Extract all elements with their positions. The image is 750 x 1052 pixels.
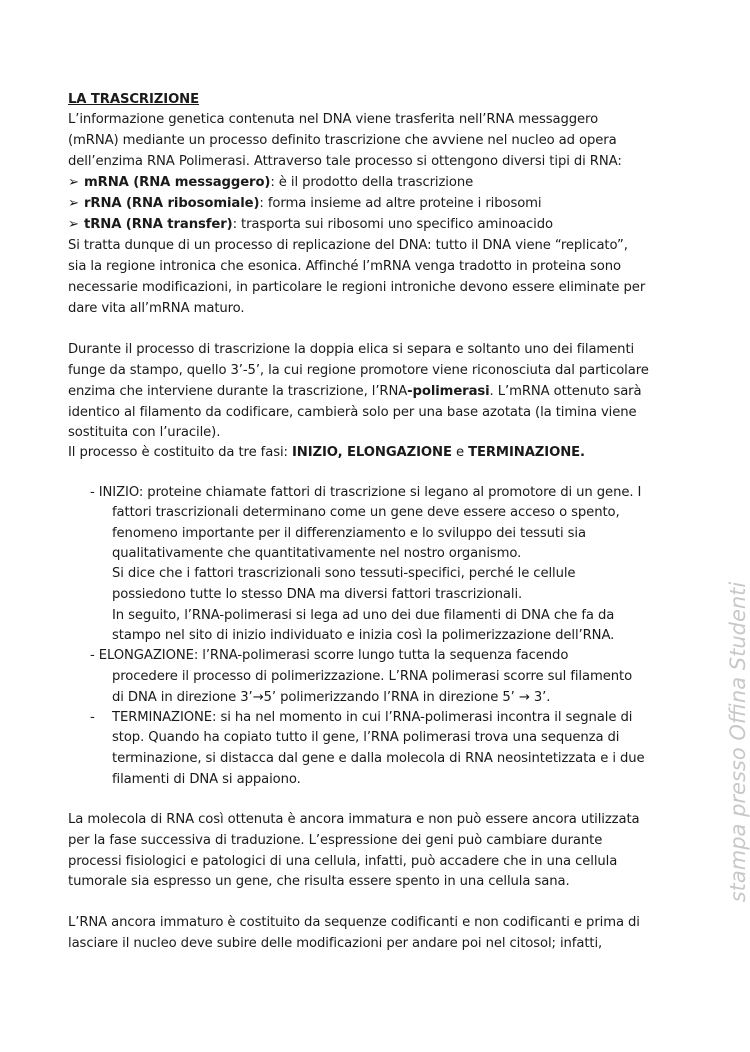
rna-type-item: [68, 173, 473, 193]
text-span: enzima che interviene durante la trascrizione, l’RNA: [68, 384, 408, 399]
paragraph-line: sia la regione intronica che esonica. Affinché l’mRNA venga tradotto in proteina sono: [68, 259, 621, 274]
paragraph-line: processi fisiologici e patologici di una cellula, infatti, può accadere che in una cellula: [68, 854, 618, 869]
arrow-bullet-icon: ➢: [68, 175, 79, 190]
paragraph-line: tumorale sia espresso un gene, che risulta essere spento in una cellula sana.: [68, 874, 570, 889]
phase-inizio-line: - INIZIO: proteine chiamate fattori di trascrizione si legano al promotore di un gene. I: [90, 485, 642, 500]
rna-type-item: [68, 215, 553, 235]
paragraph-line: [68, 443, 585, 463]
rna-type-name: mRNA (RNA messaggero): [84, 175, 271, 190]
phase-terminazione-dash: -: [90, 710, 95, 725]
arrow-bullet-icon: ➢: [68, 217, 79, 232]
paragraph-line: [68, 382, 641, 402]
paragraph-line: lasciare il nucleo deve subire delle modificazioni per andare poi nel citosol; infatti,: [68, 936, 603, 951]
rna-type-desc: : è il prodotto della trascrizione: [270, 175, 474, 190]
rna-type-desc: : forma insieme ad altre proteine i ribosomi: [259, 196, 542, 211]
phase-elongazione-line: procedere il processo di polimerizzazione. L’RNA polimerasi scorre sul filamento: [112, 669, 633, 684]
paragraph-line: La molecola di RNA così ottenuta è ancora immatura e non può essere ancora utilizzata: [68, 812, 640, 827]
phase-elongazione-line: - ELONGAZIONE: l’RNA-polimerasi scorre lungo tutta la sequenza facendo: [90, 648, 569, 663]
rna-type-name: rRNA (RNA ribosomiale): [84, 196, 260, 211]
phase-inizio-line: Si dice che i fattori trascrizionali sono tessuti-specifici, perché le cellule: [112, 566, 576, 581]
text-span: e: [451, 445, 469, 460]
phase-terminazione-line: terminazione, si distacca dal gene e dalla molecola di RNA neosintetizzata e i due: [112, 751, 645, 766]
paragraph-line: necessarie modificazioni, in particolare le regioni introniche devono essere eliminate per: [68, 280, 646, 295]
intro-line: (mRNA) mediante un processo definito trascrizione che avviene nel nucleo ad opera: [68, 133, 617, 148]
watermark-text: stampa presso Offina Studenti: [726, 581, 750, 903]
rna-type-item: [68, 194, 542, 214]
paragraph-line: L’RNA ancora immaturo è costituito da sequenze codificanti e non codificanti e prima di: [68, 915, 640, 930]
page-title: LA TRASCRIZIONE: [68, 92, 200, 107]
phase-inizio-line: fattori trascrizionali determinano come un gene deve essere acceso o spento,: [112, 505, 620, 520]
intro-line: L’informazione genetica contenuta nel DNA viene trasferita nell’RNA messaggero: [68, 112, 599, 127]
bold-term: TERMINAZIONE.: [468, 445, 585, 460]
paragraph-line: identico al filamento da codificare, cambierà solo per una base azotata (la timina viene: [68, 405, 637, 420]
paragraph-line: sostituita con l’uracile).: [68, 425, 221, 440]
rna-type-desc: : trasporta sui ribosomi uno specifico aminoacido: [232, 217, 553, 232]
phase-terminazione-line: TERMINAZIONE: si ha nel momento in cui l’RNA-polimerasi incontra il segnale di: [112, 710, 633, 725]
text-span: . L’mRNA ottenuto sarà: [489, 384, 642, 399]
phase-inizio-line: In seguito, l’RNA-polimerasi si lega ad uno dei due filamenti di DNA che fa da: [112, 608, 615, 623]
paragraph-line: Durante il processo di trascrizione la doppia elica si separa e soltanto uno dei filamenti: [68, 342, 635, 357]
phase-inizio-line: possiedono tutte lo stesso DNA ma diversi fattori trascrizionali.: [112, 587, 523, 602]
rna-type-name: tRNA (RNA transfer): [84, 217, 233, 232]
intro-line: dell’enzima RNA Polimerasi. Attraverso tale processo si ottengono diversi tipi di RNA:: [68, 154, 622, 169]
phase-inizio-line: qualitativamente che quantitativamente nel nostro organismo.: [112, 546, 522, 561]
phase-inizio-line: stampo nel sito di inizio individuato e inizia così la polimerizzazione dell’RNA.: [112, 628, 615, 643]
phase-elongazione-line: di DNA in direzione 3’→5’ polimerizzando l’RNA in direzione 5’ → 3’.: [112, 690, 551, 705]
paragraph-line: dare vita all’mRNA maturo.: [68, 301, 245, 316]
bold-term: -polimerasi: [407, 384, 490, 399]
phase-terminazione-line: stop. Quando ha copiato tutto il gene, l’RNA polimerasi trova una sequenza di: [112, 730, 620, 745]
paragraph-line: per la fase successiva di traduzione. L’espressione dei geni può cambiare durante: [68, 833, 603, 848]
bold-term: INIZIO, ELONGAZIONE: [291, 445, 452, 460]
phase-inizio-line: fenomeno importante per il differenziamento e lo sviluppo dei tessuti sia: [112, 526, 586, 541]
paragraph-line: Si tratta dunque di un processo di replicazione del DNA: tutto il DNA viene “replicato”,: [68, 238, 628, 253]
arrow-bullet-icon: ➢: [68, 196, 79, 211]
phase-terminazione-line: filamenti di DNA si appaiono.: [112, 772, 301, 787]
paragraph-line: funge da stampo, quello 3’-5’, la cui regione promotore viene riconosciuta dal particolare: [68, 363, 649, 378]
text-span: Il processo è costituito da tre fasi:: [68, 445, 292, 460]
